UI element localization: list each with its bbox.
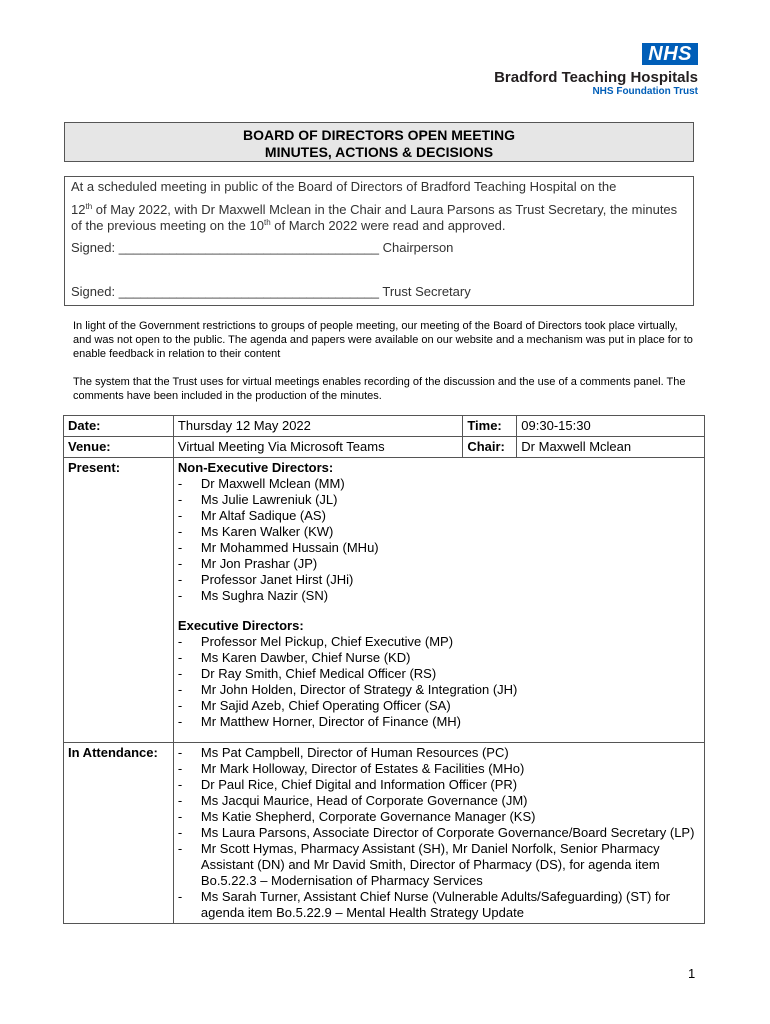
list-item: - Ms Jacqui Maurice, Head of Corporate Governance (JM) bbox=[178, 793, 700, 809]
list-item: - Ms Pat Campbell, Director of Human Resources (PC) bbox=[178, 745, 700, 761]
nhs-logo bbox=[494, 43, 698, 98]
time-value: 09:30-15:30 bbox=[517, 416, 705, 437]
title-line-2: MINUTES, ACTIONS & DECISIONS bbox=[264, 144, 494, 160]
list-item: - Mr Altaf Sadique (AS) bbox=[178, 508, 700, 524]
list-item: - Dr Ray Smith, Chief Medical Officer (RS) bbox=[178, 666, 700, 682]
list-item: - Ms Karen Walker (KW) bbox=[178, 524, 700, 540]
org-name: Bradford Teaching Hospitals bbox=[494, 69, 698, 86]
signature-trust-secretary: Signed: ____________________________________ Trust Secretary bbox=[71, 284, 471, 299]
exec-list bbox=[178, 634, 700, 730]
virtual-meeting-note: In light of the Government restrictions to groups of people meeting, our meeting of the Board of Directors took place virtually, and was not open to the public. The agenda and papers were available on our website and a mechanism was put in place for to enable feedback in relation to their content bbox=[73, 320, 693, 360]
exec-heading: Executive Directors: bbox=[177, 618, 304, 633]
list-item: - Ms Sarah Turner, Assistant Chief Nurse (Vulnerable Adults/Safeguarding) (ST) for agenda item Bo.5.22.9 – Mental Health Strategy Update bbox=[178, 889, 700, 921]
org-subtitle: NHS Foundation Trust bbox=[592, 86, 698, 97]
date-label: Date: bbox=[64, 416, 174, 437]
list-item: - Ms Laura Parsons, Associate Director of Corporate Governance/Board Secretary (LP) bbox=[178, 825, 700, 841]
list-item: - Mr Mark Holloway, Director of Estates & Facilities (MHo) bbox=[178, 761, 700, 777]
meeting-details-table bbox=[63, 415, 705, 924]
list-item: - Ms Karen Dawber, Chief Nurse (KD) bbox=[178, 650, 700, 666]
venue-label: Venue: bbox=[64, 437, 174, 458]
table-row bbox=[64, 458, 705, 743]
list-item: - Mr Jon Prashar (JP) bbox=[178, 556, 700, 572]
table-row bbox=[64, 416, 705, 437]
nhs-badge: NHS bbox=[642, 43, 698, 65]
list-item: - Mr Matthew Horner, Director of Finance (MH) bbox=[178, 714, 700, 730]
list-item: - Ms Sughra Nazir (SN) bbox=[178, 588, 700, 604]
list-item: - Mr Mohammed Hussain (MHu) bbox=[178, 540, 700, 556]
list-item: - Professor Janet Hirst (JHi) bbox=[178, 572, 700, 588]
present-label: Present: bbox=[64, 458, 174, 743]
list-item: - Dr Paul Rice, Chief Digital and Information Officer (PR) bbox=[178, 777, 700, 793]
list-item: - Ms Julie Lawreniuk (JL) bbox=[178, 492, 700, 508]
list-item: - Professor Mel Pickup, Chief Executive (MP) bbox=[178, 634, 700, 650]
title-line-1: BOARD OF DIRECTORS OPEN MEETING bbox=[243, 127, 515, 143]
approval-box bbox=[64, 176, 694, 306]
list-item: - Mr Scott Hymas, Pharmacy Assistant (SH), Mr Daniel Norfolk, Senior Pharmacy Assistant (DN) and Mr David Smith, Director of Pharmacy (DS), for agenda item Bo.5.22.3 – Modernisation of Pharmacy Services bbox=[178, 841, 700, 889]
list-item: - Ms Katie Shepherd, Corporate Governance Manager (KS) bbox=[178, 809, 700, 825]
chair-value: Dr Maxwell Mclean bbox=[517, 437, 705, 458]
ned-heading: Non-Executive Directors: bbox=[177, 460, 334, 475]
intro-paragraph-2: 12th of May 2022, with Dr Maxwell Mclean in the Chair and Laura Parsons as Trust Secretary, the minutes of the previous meeting on the 10th of March 2022 were read and approved. bbox=[71, 202, 678, 233]
page-number: 1 bbox=[688, 966, 696, 981]
attendance-list bbox=[173, 743, 704, 924]
table-row bbox=[64, 437, 705, 458]
document-title bbox=[64, 122, 694, 162]
list-item: - Mr Sajid Azeb, Chief Operating Officer (SA) bbox=[178, 698, 700, 714]
list-item: - Mr John Holden, Director of Strategy & Integration (JH) bbox=[178, 682, 700, 698]
chair-label: Chair: bbox=[463, 437, 517, 458]
table-row bbox=[64, 743, 705, 924]
present-list bbox=[173, 458, 704, 743]
venue-value: Virtual Meeting Via Microsoft Teams bbox=[173, 437, 462, 458]
intro-paragraph-1: At a scheduled meeting in public of the Board of Directors of Bradford Teaching Hospital on the bbox=[71, 179, 617, 194]
ned-list bbox=[178, 476, 700, 604]
time-label: Time: bbox=[463, 416, 517, 437]
date-value: Thursday 12 May 2022 bbox=[173, 416, 462, 437]
recording-note: The system that the Trust uses for virtual meetings enables recording of the discussion and the use of a comments panel. The comments have been included in the production of the minutes. bbox=[73, 376, 686, 402]
signature-chairperson: Signed: ____________________________________ Chairperson bbox=[71, 240, 454, 255]
attendance-label: In Attendance: bbox=[64, 743, 174, 924]
list-item: - Dr Maxwell Mclean (MM) bbox=[178, 476, 700, 492]
